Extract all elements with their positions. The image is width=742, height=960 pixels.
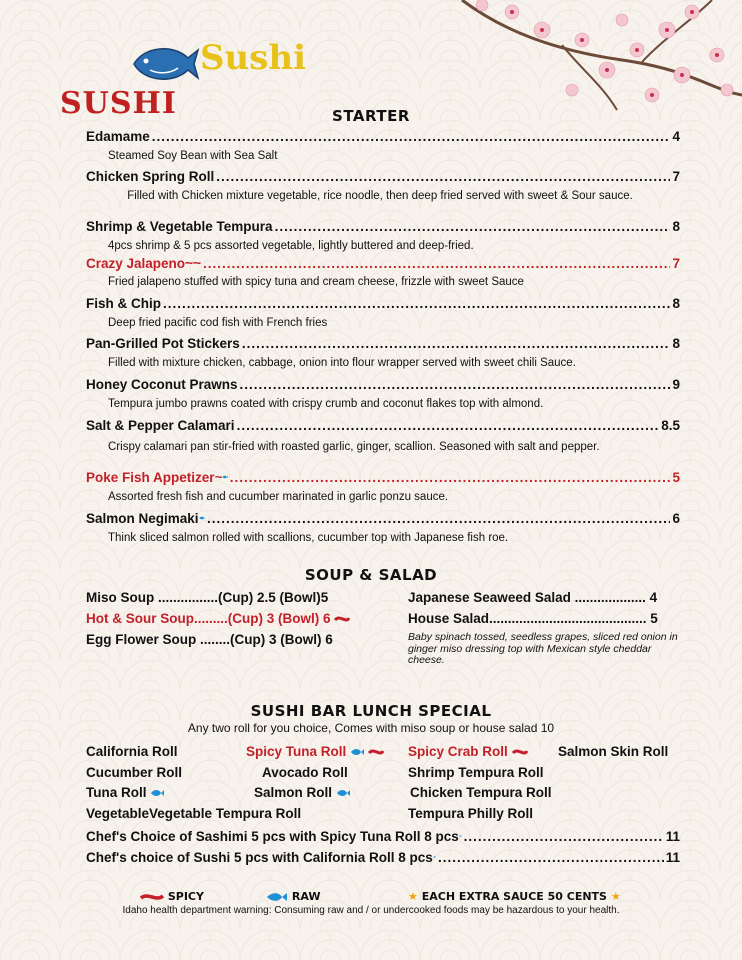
legend-raw: RAW	[266, 890, 320, 903]
house-salad-description: Baby spinach tossed, seedless grapes, sliced red onion in ginger miso dressing top with Mexican style cheddar cheese.	[408, 631, 678, 666]
soup-salad-title: SOUP & SALAD	[304, 566, 438, 584]
menu-item-seaweed-salad: Japanese Seaweed Salad ................... 4	[408, 590, 658, 605]
chef-choice-sushi: Chef's choice of Sushi 5 pcs with California Roll 8 pcs ..... 11	[86, 850, 680, 865]
starter-title: STARTER	[332, 107, 410, 125]
roll-spicy-tuna: Spicy Tuna Roll	[246, 744, 384, 759]
menu-item-hot-sour-soup: Hot & Sour Soup.........(Cup) 3 (Bowl) 6	[86, 611, 350, 626]
item-description: 4pcs shrimp & 5 pcs assorted vegetable, lightly buttered and deep-fried.	[108, 240, 474, 252]
lunch-special-title: SUSHI BAR LUNCH SPECIAL	[250, 702, 492, 720]
spicy-pepper-icon	[512, 747, 528, 757]
spicy-pepper-icon	[215, 472, 222, 482]
roll-california: California Roll	[86, 744, 178, 759]
spicy-pepper-icon	[140, 892, 164, 902]
spicy-pepper-icon	[368, 747, 384, 757]
item-description: Assorted fresh fish and cucumber marinated in garlic ponzu sauce.	[108, 491, 449, 503]
menu-item-pot-stickers: Pan-Grilled Pot Stickers ..... 8	[86, 336, 680, 351]
raw-fish-icon	[266, 891, 288, 903]
raw-fish-icon	[433, 852, 436, 862]
legend-extra-sauce: ★ EACH EXTRA SAUCE 50 CENTS ★	[408, 890, 621, 903]
raw-fish-icon	[336, 788, 350, 798]
roll-cucumber: Cucumber Roll	[86, 765, 183, 780]
roll-shrimp-tempura: Shrimp Tempura Roll	[408, 765, 544, 780]
menu-item-crazy-jalapeno: Crazy Jalapeno ..... 7	[86, 256, 680, 271]
star-icon: ★	[610, 890, 621, 903]
menu-item-egg-flower-soup: Egg Flower Soup ........(Cup) 3 (Bowl) 6	[86, 632, 333, 647]
raw-fish-icon	[459, 831, 462, 841]
menu-item-poke-fish-appetizer: Poke Fish Appetizer ..... 5	[86, 470, 680, 485]
raw-fish-icon	[222, 472, 228, 482]
menu-item-honey-coconut-prawns: Honey Coconut Prawns ..... 9	[86, 377, 680, 392]
item-description: Think sliced salmon rolled with scallions, cucumber top with Japanese fish roe.	[108, 532, 509, 544]
menu-item-edamame: Edamame ..... 4	[86, 129, 680, 144]
roll-vegetable-tempura: VegetableVegetable Tempura Roll	[86, 806, 302, 821]
raw-fish-icon	[350, 747, 364, 757]
roll-salmon-skin: Salmon Skin Roll	[558, 744, 669, 759]
roll-tempura-philly: Tempura Philly Roll	[408, 806, 534, 821]
item-description: Filled with mixture chicken, cabbage, onion into flour wrapper served with sweet chili Sauce.	[108, 357, 576, 369]
menu-item-house-salad: House Salad.......................................... 5	[408, 611, 658, 626]
raw-fish-icon	[150, 788, 164, 798]
roll-salmon: Salmon Roll	[254, 785, 350, 800]
roll-tuna: Tuna Roll	[86, 785, 164, 800]
roll-spicy-crab: Spicy Crab Roll	[408, 744, 528, 759]
item-description: Crispy calamari pan stir-fried with roasted garlic, ginger, scallion. Seasoned with salt and pepper.	[108, 441, 600, 453]
item-description: Fried jalapeno stuffed with spicy tuna and cream cheese, frizzle with sweet Sauce	[108, 276, 524, 288]
menu-item-salt-pepper-calamari: Salt & Pepper Calamari ..... 8.5	[86, 418, 680, 433]
item-description: Deep fried pacific cod fish with French fries	[108, 317, 328, 329]
roll-avocado: Avocado Roll	[262, 765, 348, 780]
menu-item-fish-chip: Fish & Chip ..... 8	[86, 296, 680, 311]
menu-item-miso-soup: Miso Soup ................(Cup) 2.5 (Bowl)5	[86, 590, 329, 605]
raw-fish-icon	[199, 513, 206, 523]
item-description: Filled with Chicken mixture vegetable, rice noodle, then deep fried served with sweet & Sour sauce.	[127, 190, 633, 202]
star-icon: ★	[408, 890, 418, 903]
chef-choice-sashimi: Chef's Choice of Sashimi 5 pcs with Spicy Tuna Roll 8 pcs ..... 11	[86, 829, 680, 844]
spicy-pepper-icon	[334, 614, 350, 624]
spicy-pepper-icon	[185, 258, 201, 268]
menu-item-chicken-spring-roll: Chicken Spring Roll ..... 7	[86, 169, 680, 184]
health-warning: Idaho health department warning: Consuming raw and / or undercooked foods may be hazardous to your health.	[122, 905, 620, 916]
lunch-special-subtitle: Any two roll for you choice, Comes with miso soup or house salad 10	[187, 721, 555, 735]
item-description: Tempura jumbo prawns coated with crispy crumb and coconut flakes top with almond.	[108, 398, 544, 410]
roll-chicken-tempura: Chicken Tempura Roll	[410, 785, 552, 800]
logo-text-bottom: SUSHI	[60, 86, 177, 121]
logo-text-top: Sushi	[200, 38, 307, 78]
menu-item-salmon-negimaki: Salmon Negimaki ..... 6	[86, 511, 680, 526]
item-description: Steamed Soy Bean with Sea Salt	[108, 150, 278, 162]
menu-item-shrimp-vegetable-tempura: Shrimp & Vegetable Tempura ..... 8	[86, 219, 680, 234]
legend-spicy: SPICY	[140, 890, 204, 903]
